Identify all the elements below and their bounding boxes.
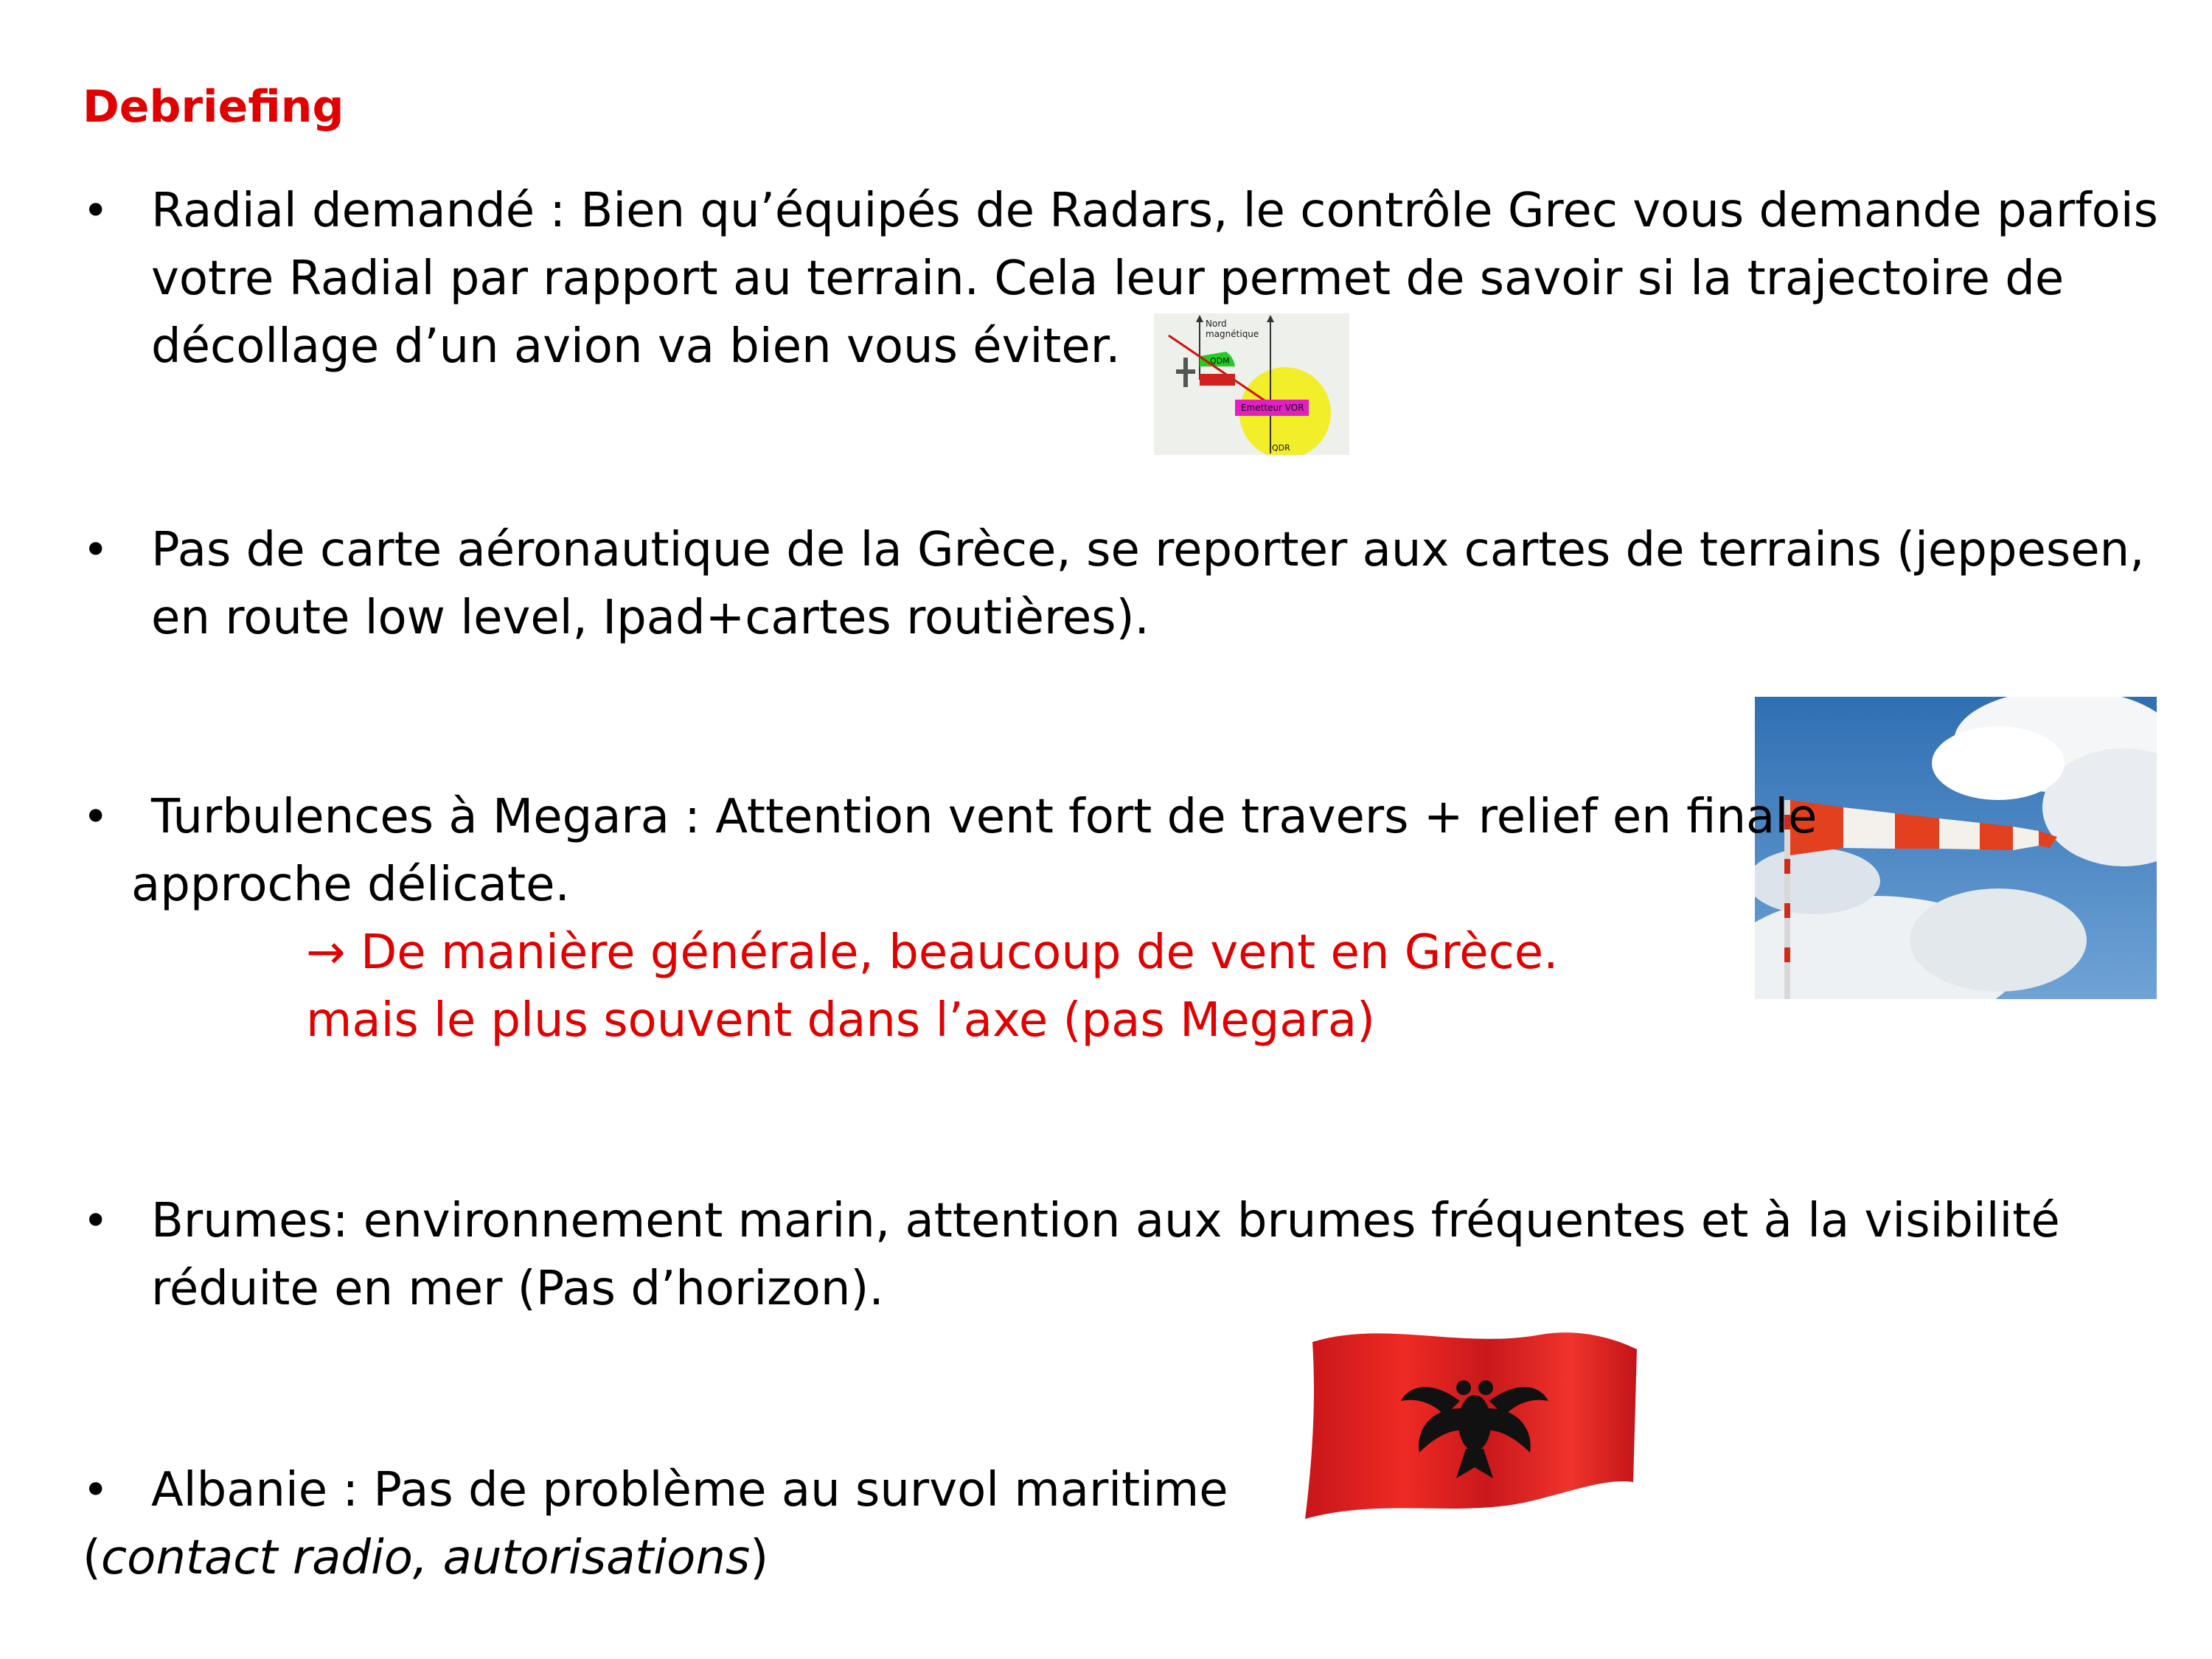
albania-flag-image: [1298, 1320, 1644, 1526]
bullet-marker: •: [83, 185, 109, 237]
arrow-icon: →: [306, 925, 346, 980]
label-magnetique: magnétique: [1206, 329, 1259, 339]
slide-title: Debriefing: [83, 81, 344, 133]
bullet-marker: •: [83, 524, 109, 576]
label-nord: Nord: [1206, 319, 1227, 329]
note-line-1: [306, 919, 1559, 987]
bullet-4-line-2: réduite en mer (Pas d’horizon).: [151, 1262, 884, 1316]
note-line-2: mais le plus souvent dans l’axe (pas Megara): [306, 993, 1375, 1048]
bullet-5-line-2: [83, 1524, 768, 1592]
paren-open: (: [83, 1531, 101, 1585]
paren-italic-text: contact radio, autorisations: [100, 1531, 751, 1585]
bullet-1-line-2: votre Radial par rapport au terrain. Cela leur permet de savoir si la trajectoire de: [151, 251, 2065, 306]
bullet-2-line-1: Pas de carte aéronautique de la Grèce, se reporter aux cartes de terrains (jeppesen,: [151, 523, 2145, 577]
label-qdr: QDR: [1272, 443, 1290, 453]
bullet-4-line-1: Brumes: environnement marin, attention aux brumes fréquentes et à la visibilité: [151, 1194, 2060, 1248]
label-qdm: QDM: [1210, 356, 1230, 366]
vor-radial-diagram: [1154, 313, 1349, 455]
bullet-5-line-1: Albanie : Pas de problème au survol maritime: [151, 1463, 1228, 1517]
bullet-marker: •: [83, 791, 109, 843]
bullet-marker: •: [83, 1195, 109, 1247]
bullet-marker: •: [83, 1464, 109, 1516]
label-emetteur: Emetteur VOR: [1241, 403, 1304, 413]
bullet-1-line-3: décollage d’un avion va bien vous éviter.: [151, 319, 1121, 374]
bullet-2-line-2: en route low level, Ipad+cartes routières).: [151, 591, 1150, 645]
paren-close: ): [750, 1531, 769, 1585]
bullet-3-line-1: Turbulences à Megara : Attention vent fort de travers + relief en finale: [151, 790, 1818, 844]
bullet-3-line-2: approche délicate.: [131, 858, 570, 912]
note-line-1-text: De manière générale, beaucoup de vent en Grèce.: [360, 925, 1559, 980]
bullet-1-line-1: Radial demandé : Bien qu’équipés de Radars, le contrôle Grec vous demande parfois: [151, 184, 2158, 238]
